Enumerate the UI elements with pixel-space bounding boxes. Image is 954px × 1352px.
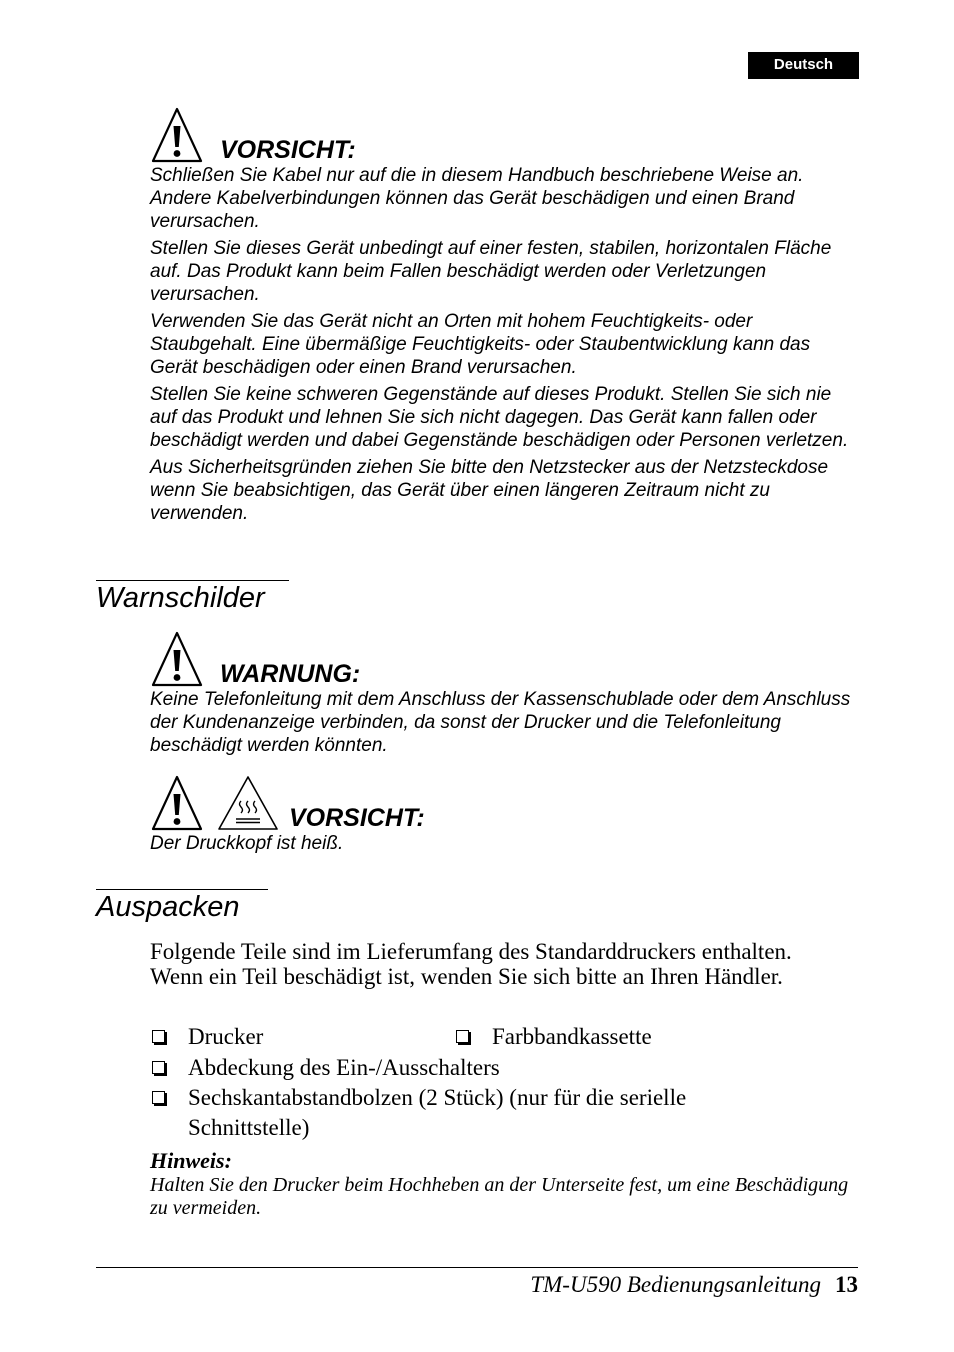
warning-block (150, 630, 860, 761)
checklist-item-label: Drucker (188, 1024, 264, 1049)
caution-block-1 (150, 106, 860, 529)
checklist-item (152, 1083, 802, 1143)
hot-caution-block (150, 774, 860, 859)
section-rule (96, 889, 268, 890)
checklist-item (456, 1022, 856, 1052)
hot-caution-text: Der Druckkopf ist heiß. (150, 833, 344, 854)
note-title: Hinweis: (150, 1148, 232, 1173)
checkbox-icon (152, 1030, 165, 1043)
language-tab: Deutsch (748, 52, 859, 79)
warning-triangle-icon (150, 630, 204, 688)
warning-text: Keine Telefonleitung mit dem Anschluss der Kassenschublade oder dem Anschluss der Kundenanzeige verbinden, da sonst der Drucker und die Telefonleitung beschädigt werden könnten. (150, 689, 851, 756)
caution-body (150, 164, 860, 525)
hot-caution-body (150, 832, 860, 855)
checkbox-icon (456, 1030, 469, 1043)
footer-rule (96, 1267, 858, 1268)
page-footer (530, 1270, 858, 1300)
intro-paragraph: Folgende Teile sind im Lieferumfang des Standarddruckers enthalten. Wenn ein Teil beschädigt ist, wenden Sie sich bitte an Ihren Händler. (150, 939, 792, 989)
hot-caution-heading (150, 774, 860, 832)
manual-title: TM-U590 Bedienungsanleitung (530, 1272, 821, 1297)
hot-caution-title: VORSICHT: (289, 804, 425, 832)
warning-triangle-icon (150, 774, 204, 832)
checklist-item (152, 1053, 852, 1083)
checklist-item-label: Farbbandkassette (492, 1024, 652, 1049)
checkbox-icon (152, 1091, 165, 1104)
caution-title: VORSICHT: (220, 136, 356, 164)
warning-title: WARNUNG: (220, 660, 361, 688)
caution-paragraph: Schließen Sie Kabel nur auf die in diesem Handbuch beschriebene Weise an. Andere Kabelverbindungen können das Gerät beschädigen und einen Brand verursachen. (150, 165, 804, 232)
section-heading-warnschilder: Warnschilder (96, 582, 265, 614)
hot-surface-icon (216, 774, 280, 832)
section-heading-auspacken: Auspacken (96, 891, 240, 923)
warning-body (150, 688, 860, 757)
checklist-item (152, 1022, 442, 1052)
caution-paragraph: Stellen Sie dieses Gerät unbedingt auf einer festen, stabilen, horizontalen Fläche auf. Das Produkt kann beim Fallen beschädigt werden oder Verletzungen verursachen. (150, 238, 832, 305)
caution-paragraph: Aus Sicherheitsgründen ziehen Sie bitte den Netzstecker aus der Netzsteckdose wenn Sie beabsichtigen, das Gerät über einen längeren Zeitraum nicht zu verwenden. (150, 457, 829, 524)
page-number: 13 (835, 1272, 858, 1297)
note-text: Halten Sie den Drucker beim Hochheben an der Unterseite fest, um eine Beschädigung zu vermeiden. (150, 1174, 849, 1219)
checkbox-icon (152, 1061, 165, 1074)
checklist-item-label: Abdeckung des Ein-/Ausschalters (188, 1055, 500, 1080)
caution-paragraph: Stellen Sie keine schweren Gegenstände auf dieses Produkt. Stellen Sie sich nie auf das Produkt und lehnen Sie sich nicht dagegen. Das Gerät kann fallen oder beschädigt werden und dabei Gegenstände beschädigen oder Personen verletzen. (150, 384, 849, 451)
section-rule (96, 580, 289, 581)
caution-heading (150, 106, 860, 164)
caution-paragraph: Verwenden Sie das Gerät nicht an Orten mit hohem Feuchtigkeits- oder Staubgehalt. Eine übermäßige Feuchtigkeits- oder Staubentwicklung kann das Gerät beschädigen oder einen Brand verursachen. (150, 311, 811, 378)
checklist-item-label: Sechskantabstandbolzen (2 Stück) (nur für die serielle Schnittstelle) (188, 1085, 687, 1140)
warning-triangle-icon (150, 106, 204, 164)
warning-heading (150, 630, 860, 688)
